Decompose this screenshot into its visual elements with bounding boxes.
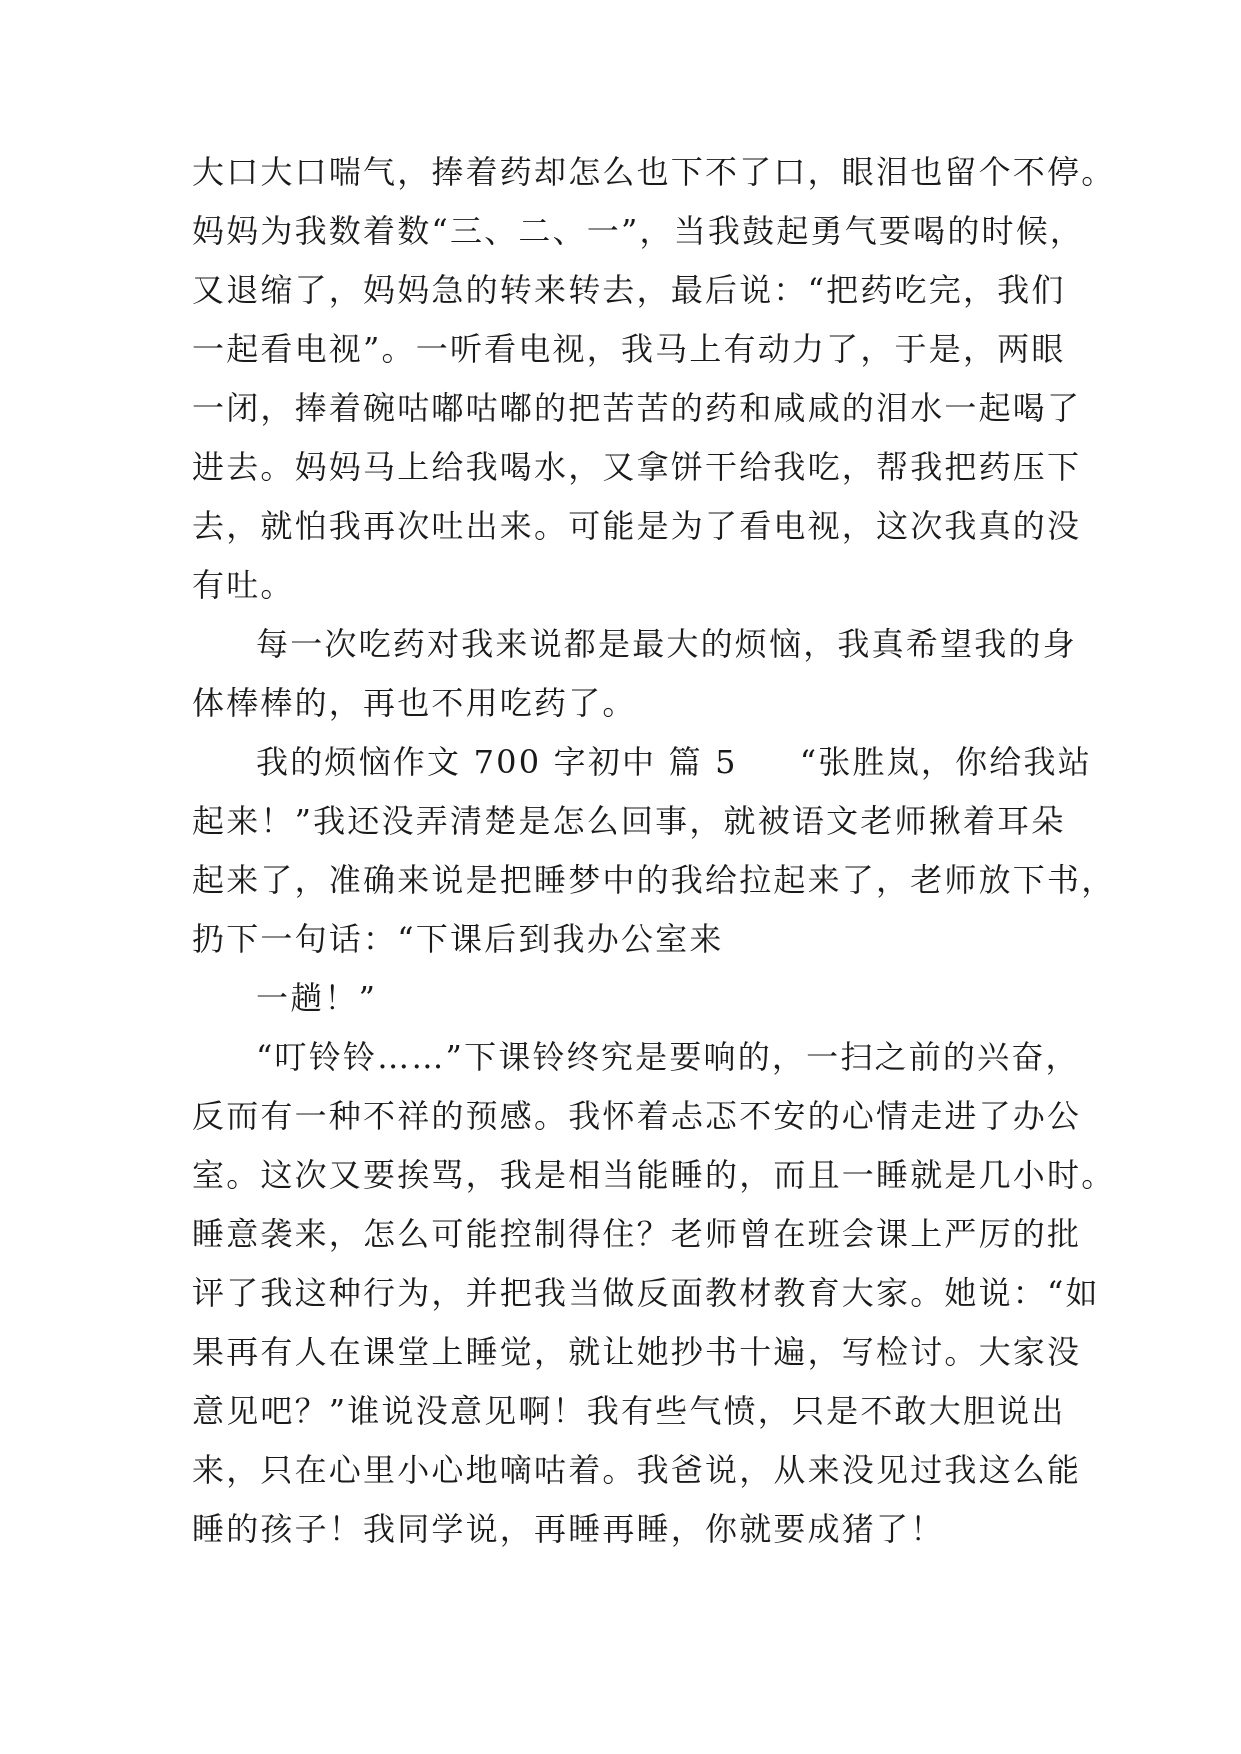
text-line: 评了我这种行为，并把我当做反面教材教育大家。她说：“如 [192,1274,1100,1312]
text-line: 进去。妈妈马上给我喝水，又拿饼干给我吃，帮我把药压下 [192,448,1082,486]
text-line: 起来！”我还没弄清楚是怎么回事，就被语文老师揪着耳朵 [192,802,1066,840]
text-line: 妈妈为我数着数“三、二、一”，当我鼓起勇气要喝的时候， [192,212,1085,250]
text-line: 来，只在心里小心地嘀咕着。我爸说，从来没见过我这么能 [192,1451,1082,1489]
text-line: “张胜岚，你给我站 [799,743,1092,781]
text-line: 去，就怕我再次吐出来。可能是为了看电视，这次我真的没 [192,507,1082,545]
text-line: 意见吧？”谁说没意见啊！我有些气愤，只是不敢大胆说出 [192,1392,1066,1430]
text-line: 一起看电视”。一听看电视，我马上有动力了，于是，两眼 [192,330,1066,368]
text-line: 反而有一种不祥的预感。我怀着忐忑不安的心情走进了办公 [192,1097,1082,1135]
text-line: 睡的孩子！我同学说，再睡再睡，你就要成猪了！ [192,1510,945,1548]
text-line: 果再有人在课堂上睡觉，就让她抄书十遍，写检讨。大家没 [192,1333,1082,1371]
text-line: 扔下一句话：“下课后到我办公室来 [192,920,724,958]
text-line: 一趟！” [256,979,378,1017]
text-line: 大口大口喘气，捧着药却怎么也下不了口，眼泪也留个不停。 [192,153,1116,191]
text-line: 体棒棒的，再也不用吃药了。 [192,684,637,722]
text-line: 一闭，捧着碗咕嘟咕嘟的把苦苦的药和咸咸的泪水一起喝了 [192,389,1082,427]
section-heading-line [256,742,1092,782]
text-line: 睡意袭来，怎么可能控制得住？老师曾在班会课上严厉的批 [192,1215,1082,1253]
text-line: 有吐。 [192,566,295,604]
section-heading: 我的烦恼作文 700 字初中 篇 5 [256,743,738,781]
text-line: “叮铃铃……”下课铃终究是要响的，一扫之前的兴奋， [256,1038,1080,1076]
text-line: 起来了，准确来说是把睡梦中的我给拉起来了，老师放下书， [192,861,1116,899]
text-line: 每一次吃药对我来说都是最大的烦恼，我真希望我的身 [256,625,1077,663]
text-line: 室。这次又要挨骂，我是相当能睡的，而且一睡就是几小时。 [192,1156,1116,1194]
text-line: 又退缩了，妈妈急的转来转去，最后说：“把药吃完，我们 [192,271,1066,309]
